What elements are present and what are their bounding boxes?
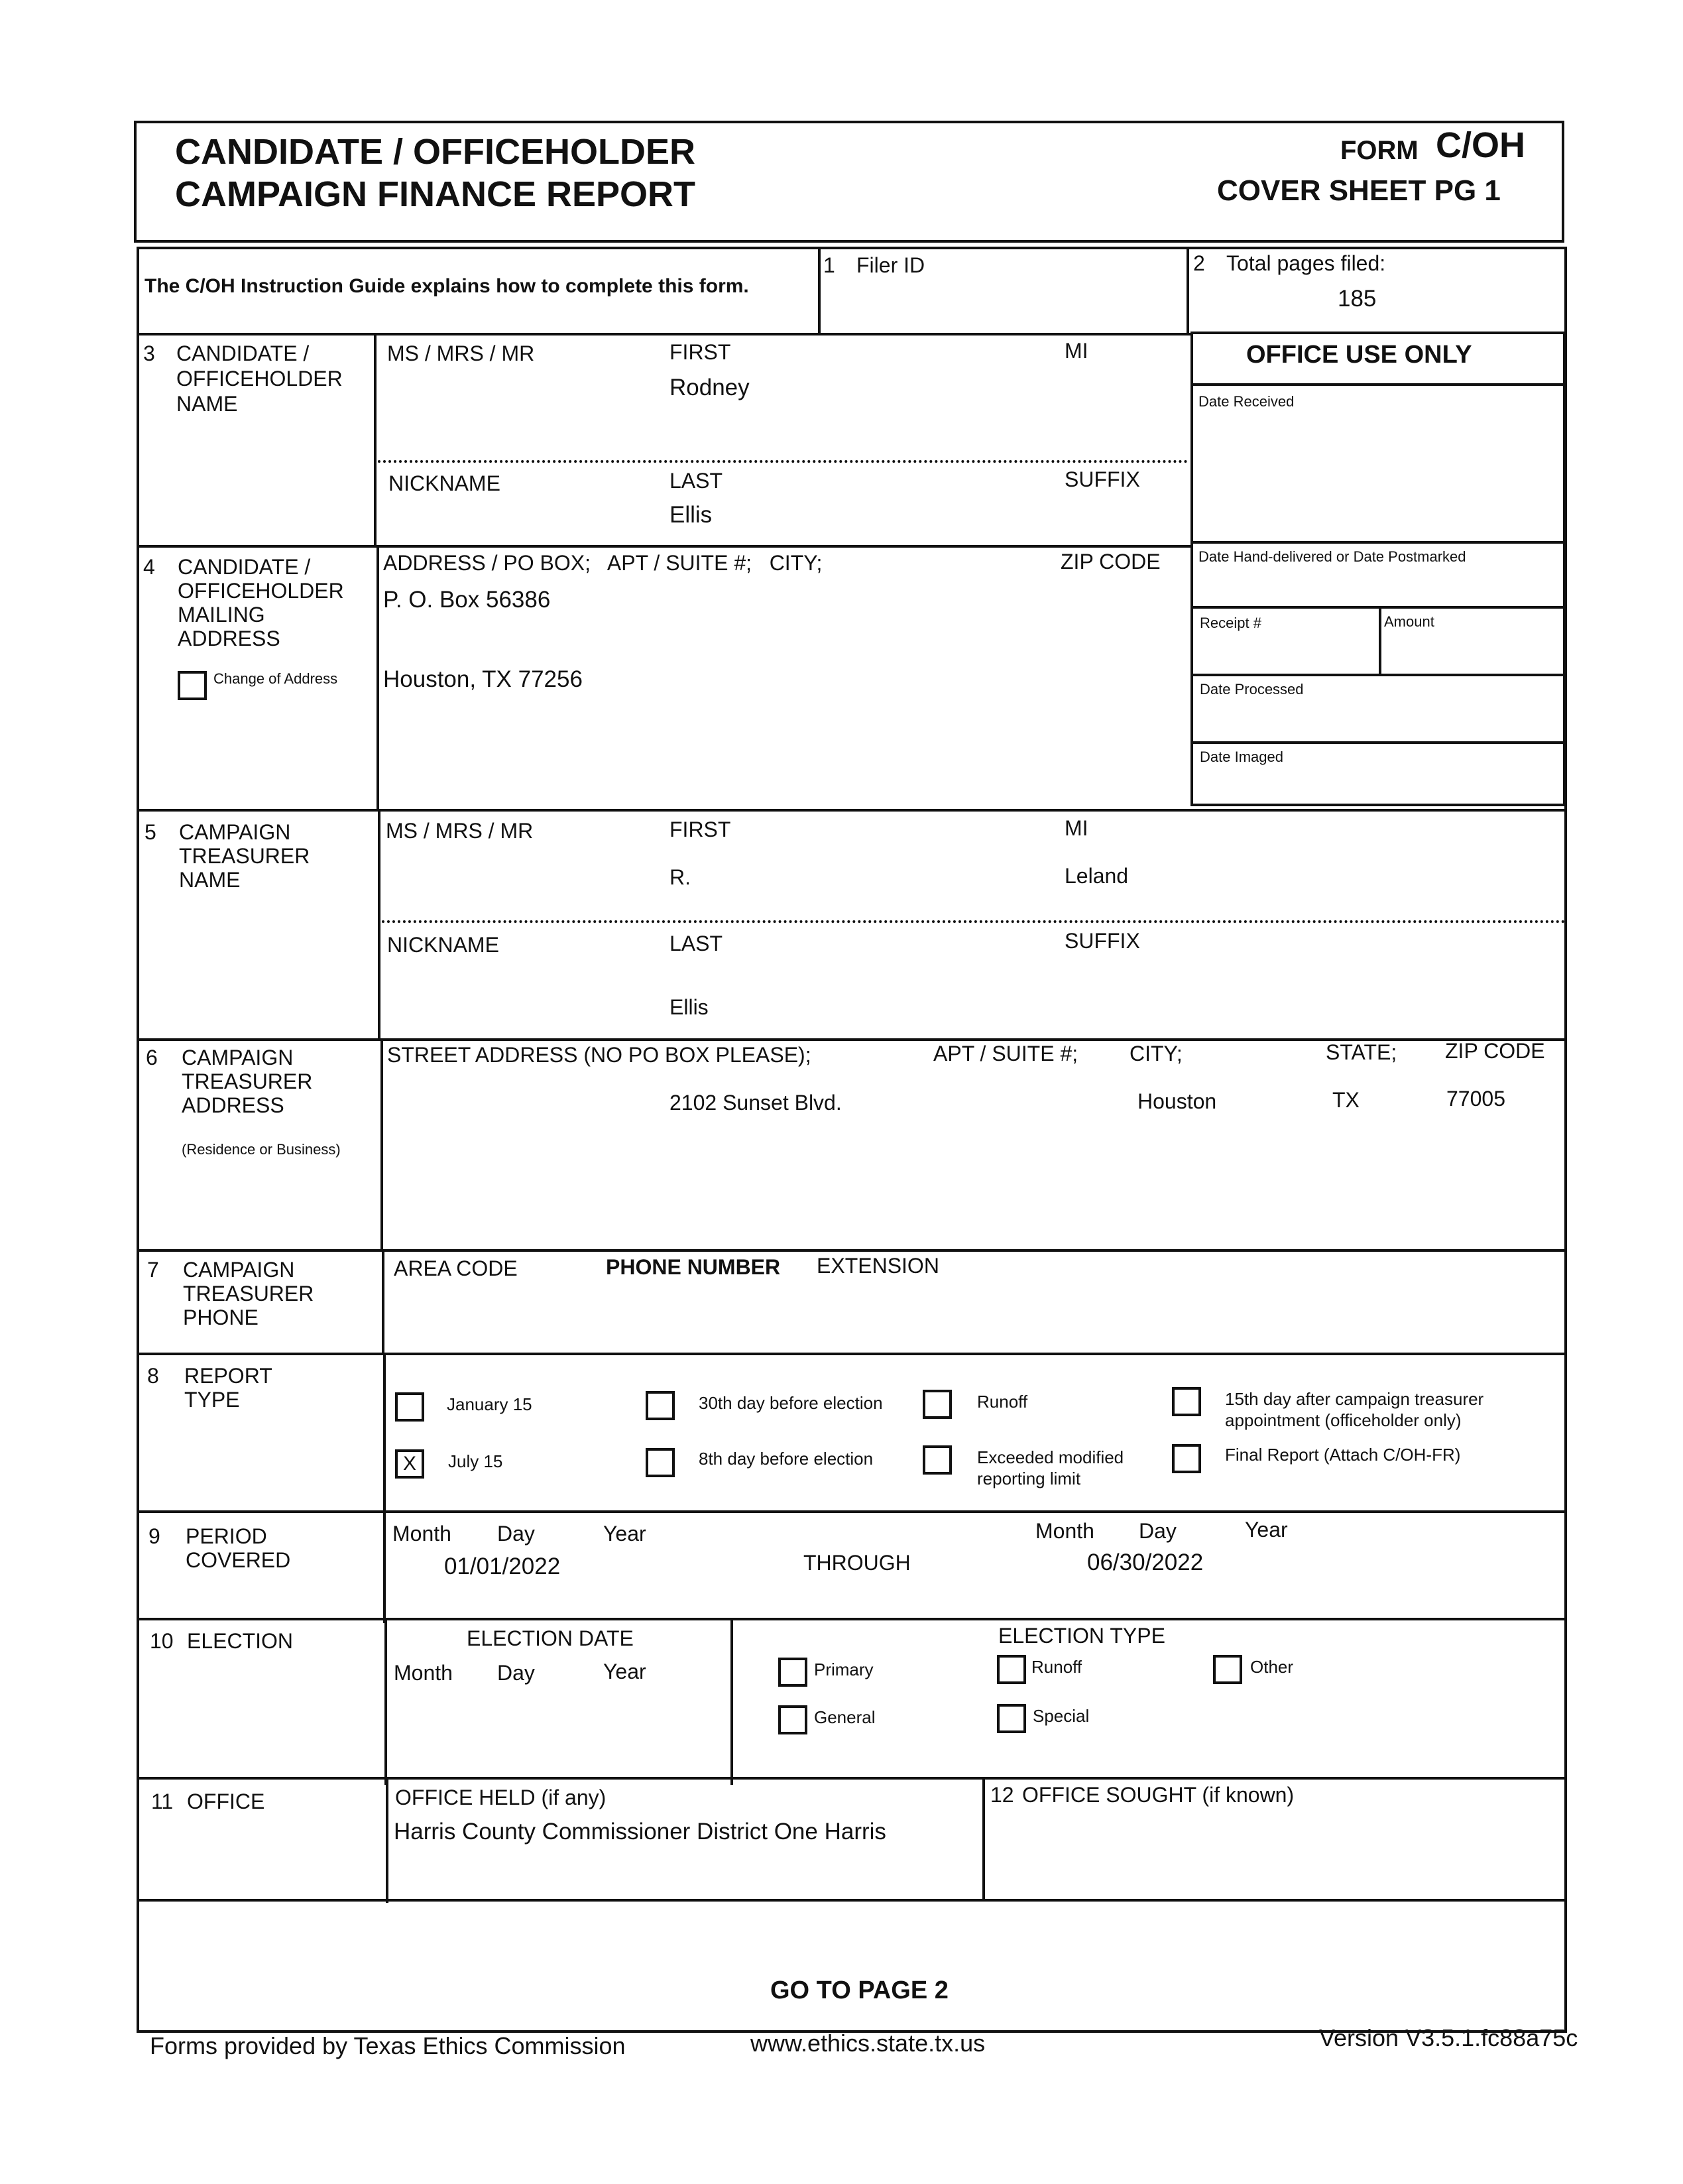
office-use-sep-1 — [1190, 383, 1566, 386]
report-exceeded-limit-checkbox[interactable] — [923, 1445, 952, 1475]
cover-sheet-label: COVER SHEET PG 1 — [1217, 174, 1501, 207]
footer-version: Version V3.5.1.fc88a75c — [1319, 2024, 1578, 2051]
s9-label-divider — [383, 1510, 386, 1623]
election-special-checkbox[interactable] — [997, 1704, 1026, 1733]
s4-address-header: ADDRESS / PO BOX; APT / SUITE #; CITY; — [383, 551, 823, 575]
s10-type-divider — [730, 1618, 733, 1785]
s5-suffix-label: SUFFIX — [1065, 929, 1140, 953]
intro-row-bottom — [137, 333, 1190, 335]
form-title-line2: CAMPAIGN FINANCE REPORT — [175, 174, 696, 214]
change-of-address-label: Change of Address — [213, 670, 338, 687]
intro-divider-1 — [818, 247, 821, 334]
s10-label: ELECTION — [187, 1629, 294, 1653]
s6-label-line1: CAMPAIGN — [182, 1046, 294, 1069]
s4-label-line3: MAILING — [178, 603, 265, 627]
s9-to-date: 06/30/2022 — [1087, 1549, 1204, 1575]
s7-label-divider — [382, 1249, 384, 1355]
s4-label-line2: OFFICEHOLDER — [178, 579, 344, 603]
s7-label-line3: PHONE — [183, 1305, 259, 1329]
s10-type-header: ELECTION TYPE — [998, 1624, 1165, 1648]
go-to-page-2: GO TO PAGE 2 — [770, 1976, 949, 2004]
date-received-label: Date Received — [1198, 393, 1295, 410]
report-january-15-label: January 15 — [447, 1394, 532, 1414]
report-8th-day-checkbox[interactable] — [646, 1448, 675, 1477]
report-january-15-checkbox[interactable] — [395, 1392, 424, 1422]
office-use-receipt-divider — [1379, 606, 1381, 675]
report-final-label: Final Report (Attach C/OH-FR) — [1225, 1445, 1461, 1465]
s11-bottom — [137, 1899, 1567, 1902]
election-general-label: General — [814, 1707, 876, 1727]
s8-bottom — [137, 1510, 1567, 1513]
election-primary-label: Primary — [814, 1660, 874, 1679]
report-30th-day-checkbox[interactable] — [646, 1391, 675, 1420]
s4-label-divider — [377, 545, 379, 812]
s3-first-label: FIRST — [669, 340, 731, 364]
s10-number: 10 — [150, 1629, 174, 1653]
s9-from-month-label: Month — [392, 1522, 451, 1546]
s5-mi-label: MI — [1065, 816, 1088, 840]
form-code: C/OH — [1436, 125, 1525, 165]
s5-label-line2: TREASURER — [179, 844, 310, 868]
s5-label-line1: CAMPAIGN — [179, 820, 291, 844]
s6-bottom — [137, 1249, 1567, 1252]
report-15th-day-checkbox[interactable] — [1172, 1387, 1201, 1416]
receipt-label: Receipt # — [1200, 615, 1261, 631]
s6-label-line3: ADDRESS — [182, 1093, 284, 1117]
s8-label-line2: TYPE — [184, 1388, 240, 1412]
s5-first-label: FIRST — [669, 818, 731, 841]
s6-city-value: Houston — [1137, 1089, 1217, 1113]
s3-bottom — [137, 545, 1190, 548]
election-other-label: Other — [1250, 1657, 1294, 1677]
s4-bottom — [137, 809, 1567, 812]
s6-street-value: 2102 Sunset Blvd. — [669, 1091, 842, 1115]
s3-suffix-label: SUFFIX — [1065, 467, 1140, 491]
s10-label-divider — [384, 1618, 387, 1785]
s9-to-month-label: Month — [1035, 1519, 1094, 1543]
report-15th-day-line1: 15th day after campaign treasurer — [1225, 1389, 1484, 1409]
s12-number: 12 — [990, 1783, 1014, 1807]
s3-last-value: Ellis — [669, 502, 713, 528]
s7-label-line2: TREASURER — [183, 1282, 314, 1305]
s7-phone-number-label: PHONE NUMBER — [606, 1255, 781, 1279]
election-runoff-checkbox[interactable] — [997, 1655, 1026, 1684]
office-use-sep-3 — [1190, 606, 1566, 609]
date-hand-delivered-label: Date Hand-delivered or Date Postmarked — [1198, 548, 1466, 565]
s10-month-label: Month — [394, 1661, 453, 1685]
form-title-line1: CANDIDATE / OFFICEHOLDER — [175, 132, 695, 172]
footer-provided-by: Forms provided by Texas Ethics Commission — [150, 2032, 626, 2059]
s6-zip-header: ZIP CODE — [1445, 1039, 1545, 1063]
s7-area-code-label: AREA CODE — [394, 1256, 518, 1280]
s11-label: OFFICE — [187, 1790, 265, 1813]
office-use-title: OFFICE USE ONLY — [1246, 341, 1472, 369]
total-pages-number: 2 — [1193, 251, 1205, 275]
s6-state-value: TX — [1332, 1088, 1360, 1112]
s10-day-label: Day — [497, 1661, 535, 1685]
s7-extension-label: EXTENSION — [817, 1254, 939, 1278]
s4-address-line1: P. O. Box 56386 — [383, 587, 551, 613]
office-held-value: Harris County Commissioner District One Harris — [394, 1819, 886, 1845]
s3-label-line3: NAME — [176, 392, 238, 416]
s11-sought-divider — [982, 1777, 985, 1900]
s3-label-line1: CANDIDATE / — [176, 341, 310, 365]
s5-last-label: LAST — [669, 932, 723, 955]
s3-mi-label: MI — [1065, 339, 1088, 363]
election-other-checkbox[interactable] — [1213, 1655, 1242, 1684]
s6-zip-value: 77005 — [1446, 1087, 1505, 1111]
report-30th-day-label: 30th day before election — [699, 1393, 883, 1413]
s6-number: 6 — [146, 1046, 158, 1069]
s3-title-label: MS / MRS / MR — [387, 341, 535, 365]
report-july-15-label: July 15 — [448, 1451, 503, 1471]
s5-label-line3: NAME — [179, 868, 241, 892]
intro-divider-2 — [1187, 247, 1189, 334]
office-sought-header: OFFICE SOUGHT (if known) — [1022, 1783, 1295, 1807]
election-general-checkbox[interactable] — [778, 1705, 807, 1734]
form-prefix: FORM — [1340, 136, 1419, 165]
s6-apt-header: APT / SUITE #; — [933, 1042, 1078, 1065]
s9-bottom — [137, 1618, 1567, 1620]
total-pages-label: Total pages filed: — [1226, 251, 1386, 275]
footer-url: www.ethics.state.tx.us — [750, 2030, 986, 2057]
s5-nickname-label: NICKNAME — [387, 933, 499, 957]
s7-label-line1: CAMPAIGN — [183, 1258, 295, 1282]
s9-to-day-label: Day — [1139, 1519, 1177, 1543]
change-of-address-checkbox[interactable] — [178, 671, 207, 700]
s9-label-line2: COVERED — [186, 1548, 291, 1572]
filer-id-number: 1 — [823, 253, 835, 277]
s3-last-label: LAST — [669, 469, 723, 493]
s4-label-line4: ADDRESS — [178, 627, 280, 650]
s9-through-label: THROUGH — [803, 1551, 911, 1575]
s6-city-header: CITY; — [1130, 1042, 1183, 1065]
date-imaged-label: Date Imaged — [1200, 749, 1283, 765]
s9-from-year-label: Year — [603, 1522, 646, 1546]
s9-from-day-label: Day — [497, 1522, 535, 1546]
office-use-sep-2 — [1190, 541, 1566, 544]
amount-label: Amount — [1384, 613, 1434, 630]
instruction-text: The C/OH Instruction Guide explains how to complete this form. — [145, 275, 749, 297]
july-15-check-mark: X — [402, 1453, 416, 1475]
election-special-label: Special — [1033, 1706, 1090, 1726]
report-exceeded-limit-line2: reporting limit — [977, 1469, 1081, 1488]
date-processed-label: Date Processed — [1200, 681, 1304, 698]
s3-label-line2: OFFICEHOLDER — [176, 367, 343, 391]
s6-label-line2: TREASURER — [182, 1069, 313, 1093]
s4-zip-header: ZIP CODE — [1061, 550, 1161, 574]
filer-id-label: Filer ID — [856, 253, 925, 277]
s6-label-divider — [380, 1038, 383, 1252]
s4-address-line2: Houston, TX 77256 — [383, 666, 583, 692]
report-runoff-checkbox[interactable] — [923, 1390, 952, 1419]
s8-label-divider — [383, 1353, 386, 1513]
election-primary-checkbox[interactable] — [778, 1658, 807, 1687]
s3-nickname-label: NICKNAME — [388, 471, 500, 495]
office-use-sep-4 — [1190, 674, 1566, 676]
s10-year-label: Year — [603, 1660, 646, 1683]
report-runoff-label: Runoff — [977, 1392, 1028, 1412]
s9-from-date: 01/01/2022 — [444, 1553, 561, 1579]
s11-label-divider — [386, 1777, 388, 1903]
s9-to-year-label: Year — [1245, 1518, 1288, 1542]
election-runoff-label: Runoff — [1031, 1657, 1082, 1677]
report-final-checkbox[interactable] — [1172, 1444, 1201, 1473]
s5-dotted-separator — [382, 920, 1566, 923]
s6-label-note: (Residence or Business) — [182, 1141, 341, 1158]
s3-dotted-separator — [378, 460, 1188, 463]
report-8th-day-label: 8th day before election — [699, 1449, 874, 1469]
s11-number: 11 — [151, 1790, 174, 1813]
s3-first-value: Rodney — [669, 375, 750, 400]
s4-number: 4 — [143, 555, 155, 579]
s4-label-line1: CANDIDATE / — [178, 555, 311, 579]
office-held-header: OFFICE HELD (if any) — [395, 1786, 607, 1809]
s9-number: 9 — [148, 1524, 160, 1548]
s10-date-header: ELECTION DATE — [467, 1626, 634, 1650]
office-use-sep-5 — [1190, 741, 1566, 744]
s7-bottom — [137, 1353, 1567, 1355]
s6-street-header: STREET ADDRESS (NO PO BOX PLEASE); — [387, 1043, 811, 1067]
s9-label-line1: PERIOD — [186, 1524, 267, 1548]
s3-number: 3 — [143, 341, 155, 365]
s5-last-value: Ellis — [669, 995, 709, 1019]
total-pages-value: 185 — [1338, 286, 1377, 312]
s7-number: 7 — [147, 1258, 159, 1282]
report-july-15-checkbox[interactable] — [395, 1449, 424, 1479]
s8-label-line1: REPORT — [184, 1364, 272, 1388]
s5-first-value: R. — [669, 865, 691, 889]
s3-label-divider — [374, 333, 377, 548]
s5-title-label: MS / MRS / MR — [386, 819, 534, 843]
s5-mi-value: Leland — [1065, 864, 1129, 888]
s10-bottom — [137, 1777, 1567, 1780]
s5-number: 5 — [145, 820, 156, 844]
s5-label-divider — [378, 809, 380, 1041]
report-exceeded-limit-line1: Exceeded modified — [977, 1447, 1124, 1467]
s6-state-header: STATE; — [1326, 1040, 1397, 1064]
s8-number: 8 — [147, 1364, 159, 1388]
report-15th-day-line2: appointment (officeholder only) — [1225, 1410, 1462, 1430]
